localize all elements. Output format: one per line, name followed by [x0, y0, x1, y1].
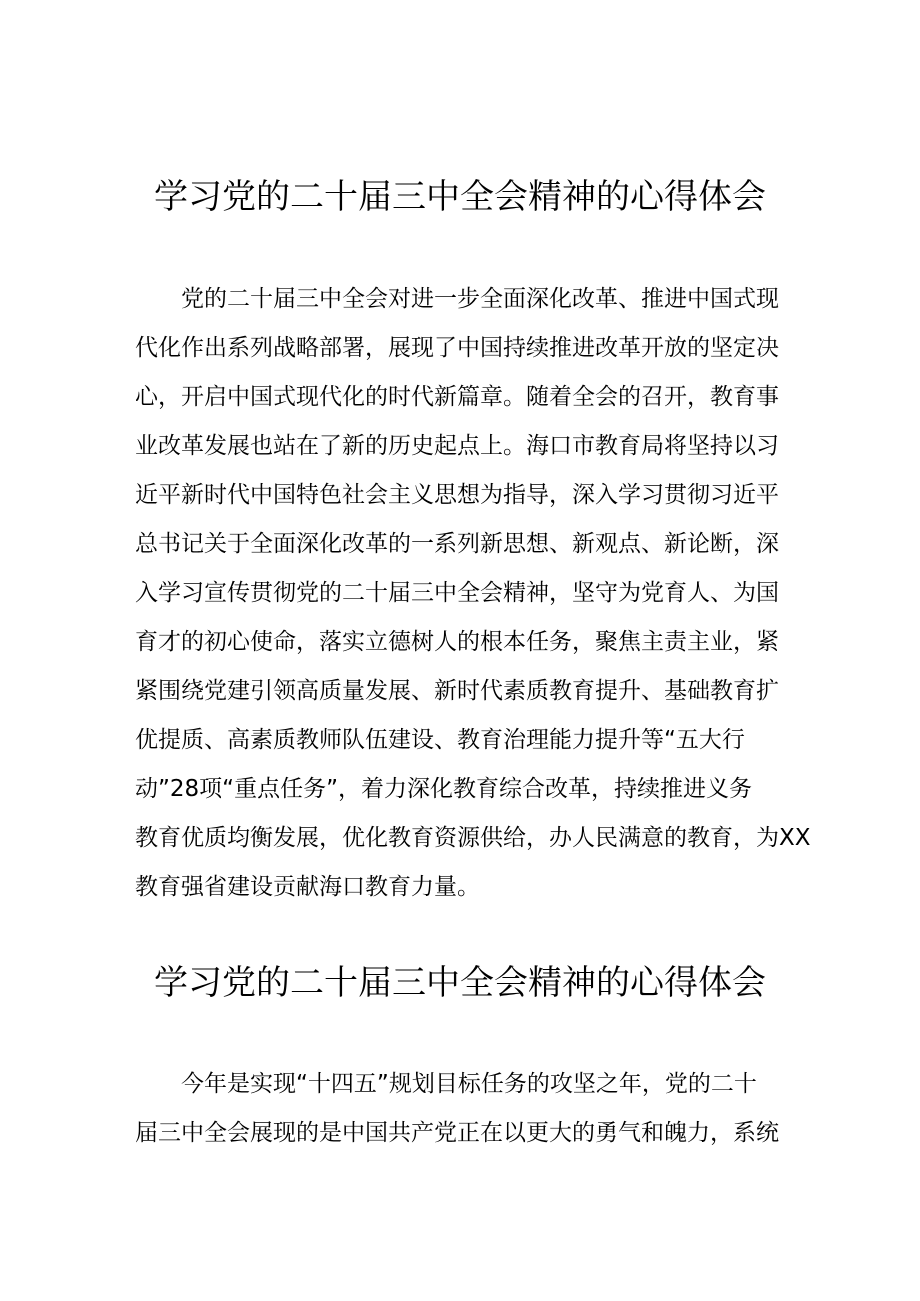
- paragraph-line: 业改革发展也站在了新的历史起点上。海口市教育局将坚持以习: [135, 433, 779, 459]
- paragraph-line: 优提质、高素质教师队伍建设、教育治理能力提升等“五大行: [135, 727, 745, 753]
- paragraph-line: 教育优质均衡发展，优化教育资源供给，办人民满意的教育，为XX: [135, 825, 811, 851]
- section-1-paragraph: [135, 275, 811, 912]
- paragraph-line: 心，开启中国式现代化的时代新篇章。随着全会的召开，教育事: [135, 384, 779, 410]
- paragraph-line: 总书记关于全面深化改革的一系列新思想、新观点、新论断，深: [135, 531, 779, 557]
- paragraph-line: 党的二十届三中全会对进一步全面深化改革、推进中国式现: [181, 286, 779, 312]
- paragraph-line: 届三中全会展现的是中国共产党正在以更大的勇气和魄力，系统: [135, 1120, 779, 1146]
- section-2-title: 学习党的二十届三中全会精神的心得体会: [154, 963, 766, 1003]
- paragraph-line: 动”28项“重点任务”，着力深化教育综合改革，持续推进义务: [135, 776, 753, 802]
- paragraph-line: 代化作出系列战略部署，展现了中国持续推进改革开放的坚定决: [135, 335, 779, 361]
- paragraph-line: 育才的初心使命，落实立德树人的根本任务，聚焦主责主业，紧: [135, 629, 779, 655]
- paragraph-line: 入学习宣传贯彻党的二十届三中全会精神，坚守为党育人、为国: [135, 580, 779, 606]
- paragraph-line: 教育强省建设贡献海口教育力量。: [135, 874, 480, 900]
- paragraph-line: 近平新时代中国特色社会主义思想为指导，深入学习贯彻习近平: [135, 482, 779, 508]
- section-2-paragraph: [135, 1060, 785, 1158]
- paragraph-line: 今年是实现“十四五”规划目标任务的攻坚之年，党的二十: [181, 1071, 757, 1097]
- paragraph-line: 紧围绕党建引领高质量发展、新时代素质教育提升、基础教育扩: [135, 678, 779, 704]
- section-1-title: 学习党的二十届三中全会精神的心得体会: [154, 177, 766, 217]
